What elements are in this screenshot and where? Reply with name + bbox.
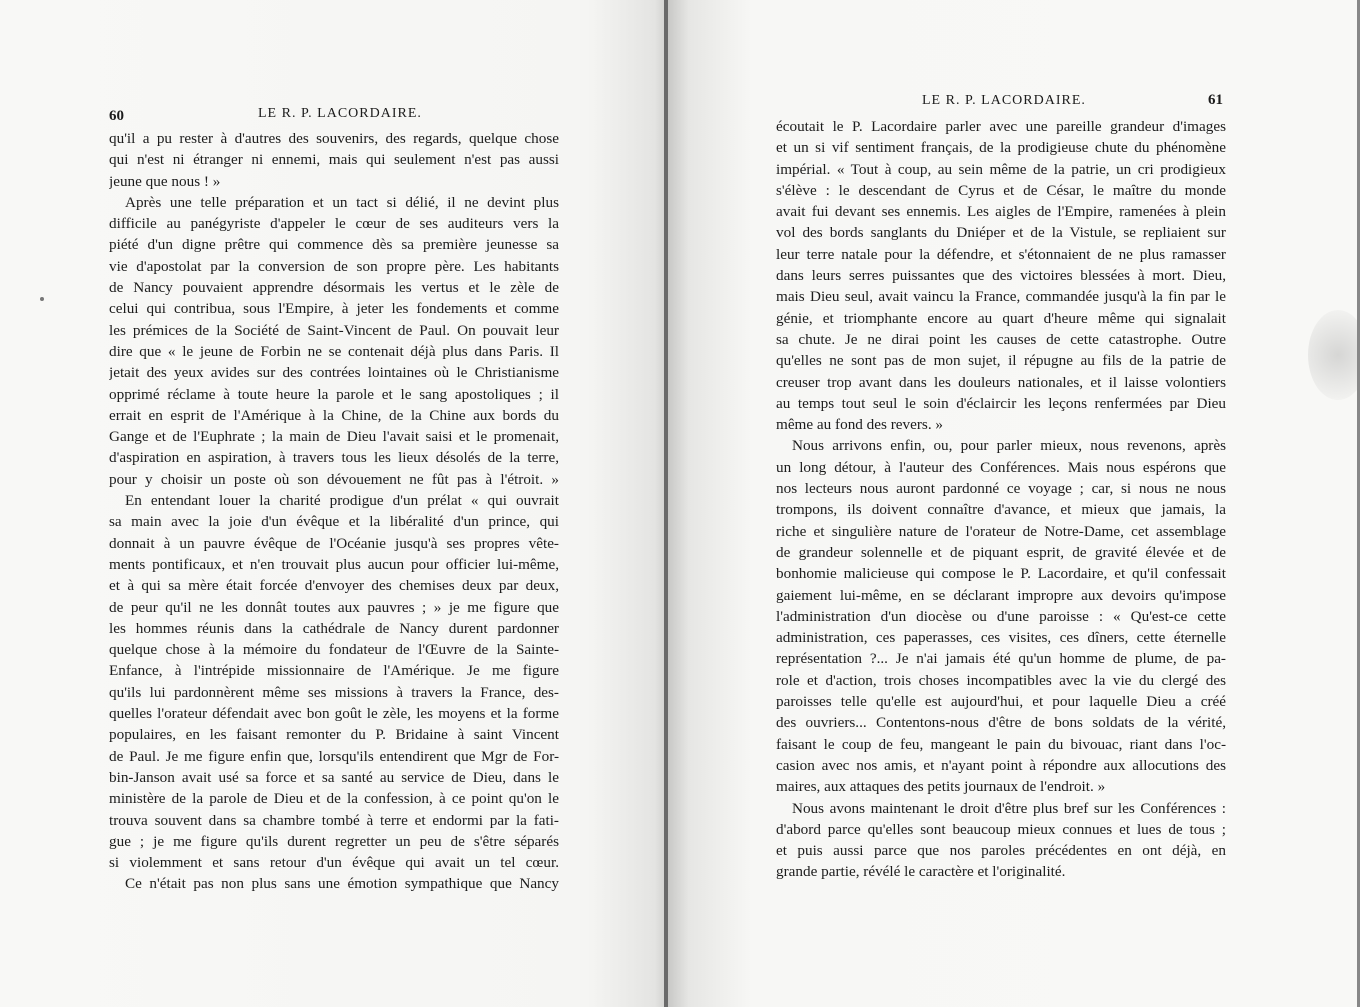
text-line: de grandeur solennelle et de piquant esprit, de gravité élevée et de	[776, 543, 1226, 561]
print-speck	[40, 297, 44, 301]
text-line: trouva souvent dans sa chambre tombé à terre et endormi par la fati-	[109, 811, 559, 829]
text-line: et puis aussi parce que nos paroles précédentes en ont déjà, en	[776, 842, 1226, 860]
text-line: En entendant louer la charité prodigue d'un prélat « qui ouvrait	[125, 492, 559, 510]
text-line: trompons, ils doivent connaître d'avance, et mieux que jamais, la	[776, 501, 1226, 519]
text-line: gaiement lui-même, en se déclarant impropre aux devoirs qu'impose	[776, 586, 1226, 604]
text-line: dire que « le jeune de Forbin ne se contenait déjà plus dans Paris. Il	[109, 342, 559, 360]
text-line: errait en esprit de l'Amérique à la Chine, de la Chine aux bords du	[109, 406, 559, 424]
text-line: casion avec nos amis, et n'ayant point à répondre aux allocutions des	[776, 756, 1226, 774]
text-line: riche et singulière nature de l'orateur de Notre-Dame, cet assemblage	[776, 522, 1226, 540]
text-line: qui n'est ni étranger ni ennemi, mais qui seulement n'est pas aussi	[109, 151, 559, 169]
text-line: de Nancy pouvaient apprendre désormais les vertus et le zèle de	[109, 279, 559, 297]
text-line: vol des bords sanglants du Dniéper et de la Vistule, se repliaient sur	[776, 224, 1226, 242]
text-line: bonhomie malicieuse qui compose le P. Lacordaire, et qu'il confessait	[776, 565, 1226, 583]
text-line: jetait des yeux avides sur des contrées lointaines où le Christianisme	[109, 364, 559, 382]
text-line: d'aspiration en aspiration, à travers tous les lieux désolés de la terre,	[109, 449, 559, 467]
text-line: Gange et de l'Euphrate ; la main de Dieu l'avait saisi et le promenait,	[109, 428, 559, 446]
text-line: gue ; je me figure qu'ils durent regretter un peu de s'être séparés	[109, 832, 559, 850]
text-line: les hommes réunis dans la cathédrale de Nancy durent pardonner	[109, 619, 559, 637]
right-running-head: LE R. P. LACORDAIRE.	[922, 93, 1086, 108]
text-line: celui qui contribua, sous l'Empire, à jeter les fondements et comme	[109, 300, 559, 318]
right-page	[668, 0, 1360, 1007]
text-line: qu'il a pu rester à d'autres des souvenirs, des regards, quelque chose	[109, 130, 559, 147]
text-line: administration, ces paperasses, ces visites, ces dîners, cette éternelle	[776, 629, 1226, 647]
text-line: un long détour, à l'auteur des Conférences. Mais nous espérons que	[776, 458, 1226, 476]
right-page-text	[776, 116, 1226, 883]
text-line: maires, aux attaques des petits journaux de l'endroit. »	[776, 778, 1106, 796]
text-line: leur terre natale pour la défendre, et s'étonnaient de ne plus ramasser	[776, 245, 1226, 263]
text-line: vie d'apostolat par la conversion de son propre père. Les habitants	[109, 257, 559, 275]
left-page	[0, 0, 668, 1007]
text-line: et un si vif sentiment français, de la prodigieuse chute du phénomène	[776, 139, 1226, 157]
text-line: pour y choisir un poste où son dévouement ne fût pas à l'étroit. »	[109, 470, 559, 488]
text-line: role et d'action, trois choses incompatibles avec la vie du clergé des	[776, 671, 1226, 689]
text-line: mais Dieu seul, avait vaincu la France, commandée jusqu'à la fin par le	[776, 288, 1226, 306]
text-line: bin-Janson avait usé sa force et sa santé au service de Dieu, dans le	[109, 768, 559, 786]
text-line: sa chute. Je ne dirai point les causes de cette catastrophe. Outre	[776, 330, 1226, 348]
text-line: populaires, en les faisant remonter du P. Bridaine à saint Vincent	[109, 726, 559, 744]
text-line: représentation ?... Je n'ai jamais été qu'un homme de plume, de pa-	[776, 650, 1226, 668]
text-line: difficile au panégyriste d'appeler le cœur de ses auditeurs vers la	[109, 215, 559, 233]
text-line: ministère de la parole de Dieu et de la confession, à ce point qu'on le	[109, 790, 559, 808]
text-line: paroisses telle qu'elle est aujourd'hui, et pour laquelle Dieu a créé	[776, 693, 1226, 711]
text-line: piété d'un digne prêtre qui commence dès sa première jeunesse sa	[109, 236, 559, 254]
text-line: les prémices de la Société de Saint-Vincent de Paul. On pouvait leur	[109, 321, 559, 339]
text-line: Enfance, à l'intrépide missionnaire de l'Amérique. Je me figure	[109, 662, 559, 680]
text-line: ments pontificaux, et n'en trouvait plus aucun pour officier lui-même,	[109, 555, 559, 573]
text-line: jeune que nous ! »	[109, 172, 221, 190]
text-line: creuser trop avant dans les douleurs nationales, et il laisse volontiers	[776, 373, 1226, 391]
text-line: Nous avons maintenant le droit d'être plus bref sur les Conférences :	[792, 799, 1226, 817]
text-line: des ouvriers... Contentons-nous d'être de bons soldats de la vérité,	[776, 714, 1226, 732]
left-page-number: 60	[109, 108, 124, 124]
text-line: au temps tout seul le soin d'éclaircir les leçons renfermées par Dieu	[776, 394, 1226, 412]
text-line: de Paul. Je me figure enfin que, lorsqu'ils entendirent que Mgr de For-	[109, 747, 559, 765]
text-line: s'élève : le descendant de Cyrus et de César, le maître du monde	[776, 181, 1226, 199]
text-line: d'abord parce qu'elles sont beaucoup mieux connues et lues de tous ;	[776, 820, 1226, 838]
text-line: dans leurs serres puissantes que des victoires blessées à mort. Dieu,	[776, 267, 1226, 285]
text-line: faisant le coup de feu, mangeant le pain du bivouac, riant dans l'oc-	[776, 735, 1226, 753]
text-line: quelque chose à la mémoire du fondateur de l'Œuvre de la Sainte-	[109, 641, 559, 659]
text-line: génie, et triomphante encore au quart d'heure même qui signalait	[776, 309, 1226, 327]
text-line: avait fui devant ses ennemis. Les aigles de l'Empire, ramenées à plein	[776, 203, 1226, 221]
text-line: écoutait le P. Lacordaire parler avec une pareille grandeur d'images	[776, 118, 1226, 135]
text-line: si violemment et sans retour d'un évêque qui avait un tel cœur.	[109, 854, 559, 872]
left-running-head: LE R. P. LACORDAIRE.	[258, 106, 422, 121]
text-line: quelles l'orateur défendait avec bon goût le zèle, les moyens et la forme	[109, 705, 559, 723]
text-line: et à qui sa mère était forcée d'envoyer des chemises deux par deux,	[109, 577, 559, 595]
text-line: donnait à un pauvre évêque de l'Océanie jusqu'à ses propres vête-	[109, 534, 559, 552]
text-line: nos lecteurs nous auront pardonné ce voyage ; car, si nous ne nous	[776, 480, 1226, 498]
text-line: qu'elles ne sont pas de mon sujet, il répugne au fils de la patrie de	[776, 352, 1226, 370]
text-line: opprimé réclame à toute heure la parole et le sang apostoliques ; il	[109, 385, 559, 403]
right-page-number: 61	[1208, 92, 1223, 108]
text-line: impérial. « Tout à coup, au sein même de la patrie, un cri prodigieux	[776, 160, 1226, 178]
text-line: Après une telle préparation et un tact si délié, il ne devint plus	[125, 193, 559, 211]
text-line: qu'ils lui pardonnèrent même ses missions à travers la France, des-	[109, 683, 559, 701]
text-line: grande partie, révélé le caractère et l'originalité.	[776, 863, 1066, 881]
paper-stain	[1308, 310, 1360, 400]
text-line: l'administration d'un diocèse ou d'une paroisse : « Qu'est-ce cette	[776, 607, 1226, 625]
text-line: sa main avec la joie d'un évêque et la libéralité d'un prince, qui	[109, 513, 559, 531]
text-line: de peur qu'il ne les donnât toutes aux pauvres ; » je me figure que	[109, 598, 559, 616]
left-page-text	[109, 128, 559, 895]
text-line: même au fond des revers. »	[776, 416, 944, 434]
text-line: Ce n'était pas non plus sans une émotion sympathique que Nancy	[125, 875, 559, 893]
text-line: Nous arrivons enfin, ou, pour parler mieux, nous revenons, après	[792, 437, 1226, 455]
